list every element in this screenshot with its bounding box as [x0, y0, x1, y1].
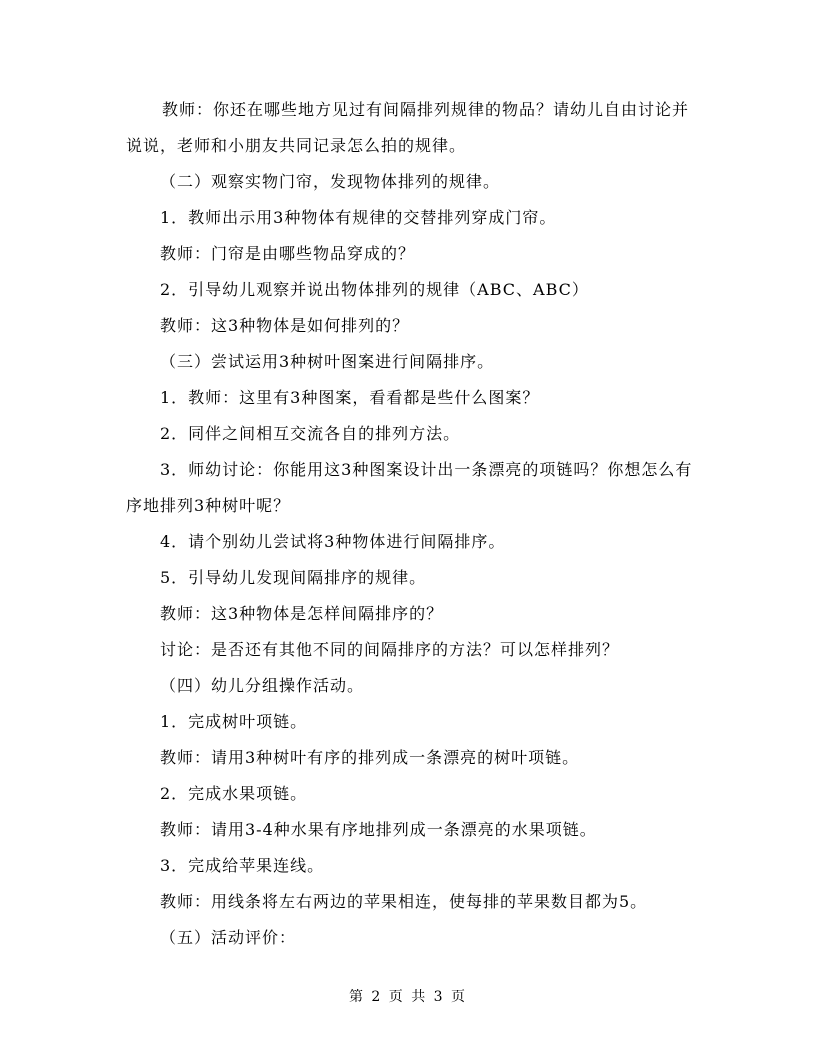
paragraph: 讨论：是否还有其他不同的间隔排序的方法？可以怎样排列？ [160, 640, 620, 659]
paragraph: 1．完成树叶项链。 [160, 712, 308, 731]
paragraph: 教师：门帘是由哪些物品穿成的？ [160, 244, 416, 263]
paragraph: 教师：这3种物体是怎样间隔排序的？ [160, 604, 444, 623]
paragraph: 教师：这3种物体是如何排列的？ [160, 316, 410, 335]
paragraph: 5．引导幼儿发现间隔排序的规律。 [160, 568, 427, 587]
paragraph: 2．同伴之间相互交流各自的排列方法。 [160, 424, 461, 443]
paragraph: 1．教师：这里有3种图案，看看都是些什么图案？ [160, 388, 540, 407]
paragraph: 1．教师出示用3种物体有规律的交替排列穿成门帘。 [160, 208, 557, 227]
paragraph: 4．请个别幼儿尝试将3种物体进行间隔排序。 [160, 532, 506, 551]
paragraph: 教师：请用3-4种水果有序地排列成一条漂亮的水果项链。 [160, 820, 597, 839]
section-heading: （三）尝试运用3种树叶图案进行间隔排序。 [160, 352, 495, 371]
paragraph: 2．完成水果项链。 [160, 784, 308, 803]
section-heading: （二）观察实物门帘，发现物体排列的规律。 [160, 172, 501, 191]
paragraph: 教师：用线条将左右两边的苹果相连，使每排的苹果数目都为5。 [160, 892, 648, 911]
paragraph: 教师：请用3种树叶有序的排列成一条漂亮的树叶项链。 [160, 748, 580, 767]
page-footer: 第 2 页 共 3 页 [348, 989, 468, 1005]
paragraph: 3．完成给苹果连线。 [160, 856, 325, 875]
paragraph: 3．师幼讨论：你能用这3种图案设计出一条漂亮的项链吗？你想怎么有序地排列3种树叶呢？ [126, 460, 693, 515]
document-body [126, 92, 696, 956]
section-heading: （四）幼儿分组操作活动。 [160, 676, 365, 695]
paragraph: 教师：你还在哪些地方见过有间隔排列规律的物品？请幼儿自由讨论并说说，老师和小朋友共同记录怎么拍的规律。 [126, 100, 690, 155]
paragraph: 2．引导幼儿观察并说出物体排列的规律（ABC、ABC） [160, 280, 589, 299]
section-heading: （五）活动评价： [160, 928, 297, 947]
